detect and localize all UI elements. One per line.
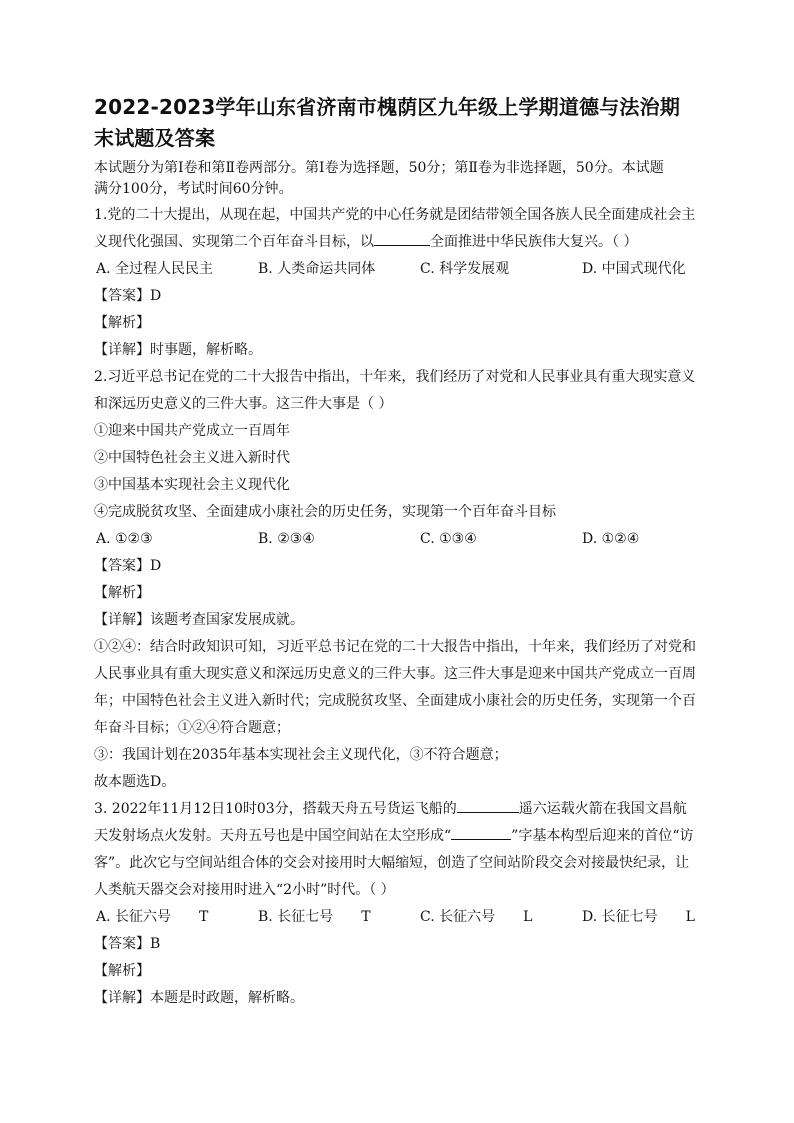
question-2-stem-line-1: 2.习近平总书记在党的二十大报告中指出，十年来，我们经历了对党和人民事业具有重大现实意义	[94, 369, 696, 385]
option-c: C. ①③④	[420, 531, 477, 547]
answer-value: B	[150, 936, 161, 952]
question-1	[94, 202, 706, 364]
question-1-stem-line-1: 1.党的二十大提出，从现在起，中国共产党的中心任务就是团结带领全国各族人民全面建成社会主	[94, 207, 696, 223]
answer-label: 【答案】	[94, 558, 150, 574]
document-page	[94, 92, 706, 1012]
explanation-line: 年奋斗目标；①②④符合题意；	[94, 720, 290, 736]
question-2	[94, 364, 706, 796]
analysis-label: 【解析】	[94, 315, 150, 331]
explanation-line: 人民事业具有重大现实意义和深远历史意义的三件大事。这三件大事是迎来中国共产党成立一百周	[94, 666, 696, 682]
answer-line	[94, 931, 706, 958]
option-d: D. 中国式现代化	[582, 261, 686, 277]
explanation-line: 年；中国特色社会主义进入新时代；完成脱贫攻坚、全面建成小康社会的历史任务，实现第一个百	[94, 693, 696, 709]
option-a: A. 长征六号 T	[96, 909, 209, 925]
option-c: C. 科学发展观	[420, 261, 510, 277]
answer-label: 【答案】	[94, 288, 150, 304]
answer-value: D	[150, 558, 162, 574]
analysis-line	[94, 958, 706, 985]
detail-line	[94, 985, 706, 1012]
question-3	[94, 796, 706, 1012]
detail-line	[94, 337, 706, 364]
question-3-stem-line-4: 人类航天器交会对接用时进入“2小时”时代。（ ）	[94, 882, 395, 898]
question-1-options	[94, 256, 706, 283]
question-3-stem-line-2: 天发射场点火发射。天舟五号也是中国空间站在太空形成“ ”字基本构型后迎来的首位“访	[94, 823, 706, 850]
question-1-stem-line-2: 义现代化强国、实现第二个百年奋斗目标，以 全面推进中华民族伟大复兴。（ ）	[94, 229, 706, 256]
detail-text: 本题是时政题，解析略。	[150, 990, 304, 1006]
title-line-1: 2022-2023学年山东省济南市槐荫区九年级上学期道德与法治期	[94, 95, 681, 119]
option-b: B. 长征七号 T	[258, 909, 371, 925]
detail-label: 【详解】	[94, 990, 150, 1006]
option-d: D. ①②④	[582, 531, 640, 547]
answer-line	[94, 553, 706, 580]
analysis-line	[94, 310, 706, 337]
instructions-line-1: 本试题分为第Ⅰ卷和第Ⅱ卷两部分。第Ⅰ卷为选择题，50分；第Ⅱ卷为非选择题，50分。本试题	[94, 160, 664, 176]
fill-blank	[374, 231, 430, 246]
statement-item: ④完成脱贫攻坚、全面建成小康社会的历史任务，实现第一个百年奋斗目标	[94, 504, 556, 520]
question-2-stem-line-2: 和深远历史意义的三件大事。这三件大事是（ ）	[94, 396, 393, 412]
explanation-line: 故本题选D。	[94, 774, 176, 790]
explanation-line: ①②④：结合时政知识可知，习近平总书记在党的二十大报告中指出，十年来，我们经历了对党和	[94, 639, 696, 655]
fill-blank	[451, 825, 511, 840]
option-b: B. ②③④	[258, 531, 315, 547]
answer-label: 【答案】	[94, 936, 150, 952]
option-d: D. 长征七号 L	[582, 909, 695, 925]
analysis-line	[94, 580, 706, 607]
question-3-options	[94, 904, 706, 931]
exam-instructions	[94, 158, 706, 200]
question-3-stem-line-3: 客”。此次它与空间站组合体的交会对接用时大幅缩短，创造了空间站阶段交会对接最快纪录，让	[94, 855, 690, 871]
detail-text: 时事题，解析略。	[150, 342, 262, 358]
statement-item: ③中国基本实现社会主义现代化	[94, 477, 290, 493]
question-2-options	[94, 526, 706, 553]
fill-blank	[457, 798, 519, 813]
option-b: B. 人类命运共同体	[258, 261, 376, 277]
analysis-label: 【解析】	[94, 963, 150, 979]
detail-label: 【详解】	[94, 612, 150, 628]
option-c: C. 长征六号 L	[420, 909, 533, 925]
explanation-line: ③：我国计划在2035年基本实现社会主义现代化，③不符合题意；	[94, 747, 508, 763]
title-line-2: 末试题及答案	[94, 126, 216, 150]
option-a: A. 全过程人民民主	[96, 261, 214, 277]
answer-line	[94, 283, 706, 310]
document-title	[94, 92, 706, 154]
option-a: A. ①②③	[96, 531, 153, 547]
statement-item: ①迎来中国共产党成立一百周年	[94, 423, 290, 439]
detail-line	[94, 607, 706, 634]
instructions-line-2: 满分100分，考试时间60分钟。	[94, 181, 293, 197]
question-3-stem-line-1: 3. 2022年11月12日10时03分，搭载天舟五号货运飞船的 遥六运载火箭在我国文昌航	[94, 796, 706, 823]
detail-text: 该题考查国家发展成就。	[150, 612, 304, 628]
analysis-label: 【解析】	[94, 585, 150, 601]
detail-label: 【详解】	[94, 342, 150, 358]
answer-value: D	[150, 288, 162, 304]
statement-item: ②中国特色社会主义进入新时代	[94, 450, 290, 466]
